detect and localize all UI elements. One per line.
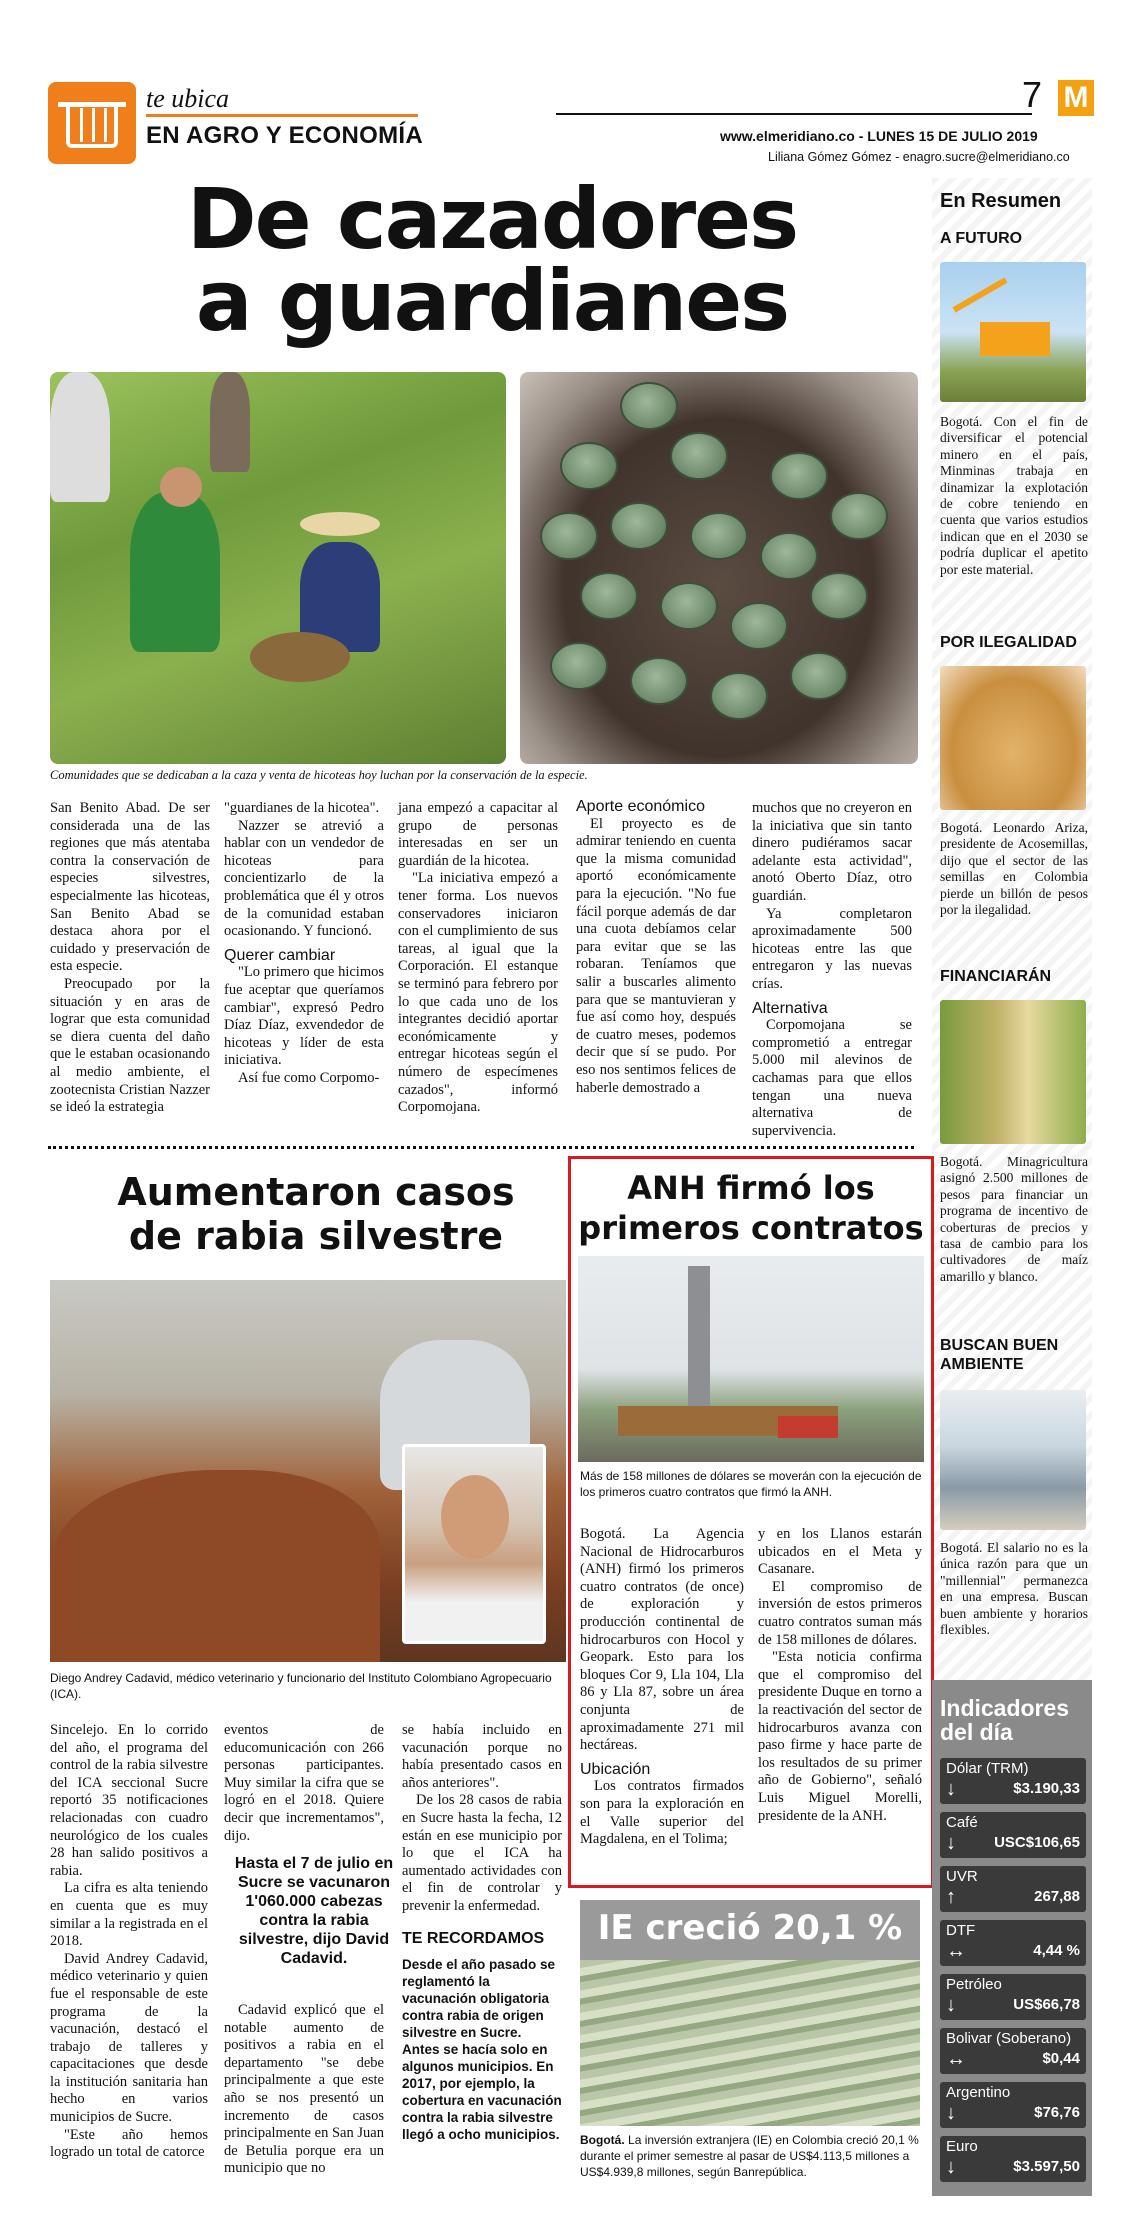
paragraph: Sincelejo. En lo corrido del año, el programa del control de la rabia silvestre del ICA seccional Sucre reportó 35 notificaciones relacionadas con cuadro neurológico de los cuales 28 han salido positivos a rabia. [50, 1722, 208, 1879]
rig-tower [688, 1266, 710, 1416]
basket-slat [104, 108, 107, 142]
person-back [210, 372, 250, 472]
photo-dollar-bills [580, 1960, 920, 2126]
sidebar-heading: FINANCIARÁN [940, 968, 1052, 985]
sidebar-heading: BUSCAN BUEN AMBIENTE [940, 1337, 1059, 1373]
arrow-down-icon: ↓ [946, 1832, 956, 1854]
ie-text-lead: Bogotá. [580, 2133, 625, 2147]
section-rule [146, 114, 418, 117]
pull-quote: Hasta el 7 de julio en Sucre se vacunaron 1'060.000 cabezas contra la rabia silvestre, dijo David Cadavid. [234, 1855, 394, 1967]
section-name: EN AGRO Y ECONOMÍA [146, 122, 423, 149]
article-column [752, 800, 912, 1140]
recordamos-text: Desde el año pasado se reglamentó la vacunación obligatoria contra rabia de origen silvestre en Sucre. Antes se hacía solo en algunos municipios. En 2017, por ejemplo, la cobertura en vacunación contra la rabia silvestre llegó a ocho municipios. [402, 1957, 562, 2142]
excavator-body [980, 322, 1050, 356]
article-column [50, 800, 210, 1117]
newspaper-logo: M [1058, 80, 1094, 116]
excavator-image [940, 262, 1086, 402]
indicator-value: 267,88 [1034, 1888, 1080, 1905]
face [441, 1475, 509, 1559]
paragraph: eventos de educomunicación con 266 personas participantes. Muy similar la cifra que se logró en el 2018. Quiere decir que incrementamos", dijo. [224, 1722, 384, 1844]
sidebar-text: Bogotá. Minagricultura asignó 2.500 millones de pesos para financiar un programa de incentivo de coberturas de precios y tasa de cambio para los cultivadores de maíz amarillo y blanco. [940, 1154, 1088, 1284]
paragraph: muchos que no creyeron en la iniciativa que sin tanto dinero pudiéramos sacar adelante esta actividad", anotó Oberto Díaz, otro guardián. [752, 800, 912, 904]
ie-text [580, 2132, 920, 2180]
straw-hat [300, 512, 380, 536]
person-vest [130, 492, 220, 652]
paragraph: La cifra es alta teniendo en cuenta que es muy similar a la registrada en el 2018. [50, 1880, 208, 1950]
seeds-image [940, 666, 1086, 810]
paragraph: Los contratos firmados son para la exploración en el Valle superior del Magdalena, en el Tolima; [580, 1778, 744, 1848]
paragraph: Nazzer se atrevió a hablar con un vendedor de hicoteas para concientizarlo de la problemática que él y otros de la comunidad estaban ocasionando. Y funcionó. [224, 817, 384, 940]
sidebar-text: Bogotá. El salario no es la única razón para que un "millennial" permanezca en una empresa. Buscan buen ambiente y horarios flexibles. [940, 1540, 1088, 1638]
headline-line: De cazadores [186, 170, 798, 268]
indicator-card [940, 2082, 1086, 2128]
subheading: Querer cambiar [224, 946, 336, 964]
indicators-title-line: del día [940, 1719, 1013, 1745]
section-logo [48, 82, 136, 164]
headline-line: Aumentaron casos [117, 1170, 515, 1214]
indicator-name: UVR [946, 1868, 978, 1885]
indicator-name: Petróleo [946, 1976, 1002, 1993]
cow [50, 1470, 380, 1662]
indicator-name: Argentino [946, 2084, 1011, 2101]
article-column [50, 1722, 208, 2162]
excavator-arm [953, 277, 1008, 312]
corn-farmer-image [940, 1000, 1086, 1144]
indicator-name: Café [946, 1814, 978, 1831]
indicators-title [940, 1696, 1069, 1744]
article-column [402, 1722, 562, 1916]
headline-line: primeros contratos [578, 1209, 924, 1247]
sidebar-text: Bogotá. Leonardo Ariza, presidente de Acosemillas, dijo que el sector de las semillas en Colombia pierde un billón de pesos por la ilegalidad. [940, 820, 1088, 918]
anh-headline [576, 1168, 926, 1248]
indicator-card [940, 1920, 1086, 1966]
article-column [398, 800, 558, 1117]
portrait-inset [402, 1444, 546, 1644]
indicator-card [940, 2136, 1086, 2182]
author-line[interactable]: Liliana Gómez Gómez - enagro.sucre@elmeridiano.co [768, 150, 1070, 164]
person-head [160, 467, 202, 507]
ie-text-body: La inversión extranjera (IE) en Colombia creció 20,1 % durante el primer semestre al pasar de US$4.113,5 millones a US$4.939,8 millones, según Banrepública. [580, 2133, 919, 2179]
article-column [580, 1526, 744, 1849]
rabia-headline [56, 1170, 576, 1258]
indicator-value: USC$106,65 [994, 1834, 1080, 1851]
paragraph: El compromiso de inversión de estos primeros cuatro contratos suman más de 158 millones de dólares. [758, 1578, 922, 1648]
indicators-title-line: Indicadores [940, 1695, 1070, 1721]
headline-line: ANH firmó los [627, 1169, 875, 1207]
main-headline [72, 170, 912, 350]
paragraph: David Andrey Cadavid, médico veterinario y quien fue el responsable de este programa de la vacunación, destacó el trabajo de talleres y capacitaciones que desde la institución sanitaria han hecho en varios municipios de Sucre. [50, 1950, 208, 2126]
basket [250, 632, 350, 682]
article-column [224, 2002, 384, 2178]
paragraph: Corpomojana se comprometió a entregar 5.000 mil alevinos de cachamas para que ellos tengan una nueva alternativa de supervivencia. [752, 1017, 912, 1139]
indicator-value: US$66,78 [1013, 1996, 1080, 2013]
indicator-card [940, 1758, 1086, 1804]
indicator-name: Dólar (TRM) [946, 1760, 1029, 1777]
photo-caption: Comunidades que se dedicaban a la caza y venta de hicoteas hoy luchan por la conservación de la especie. [50, 768, 588, 782]
paragraph: Cadavid explicó que el notable aumento de positivos a rabia en el departamento "se debe principalmente a que este año se nos presentó un incremento de casos principalmente en San Juan de Betulia porque era un municipio que no [224, 2002, 384, 2177]
paragraph: "Este año hemos logrado un total de catorce [50, 2126, 208, 2161]
person-left [50, 372, 110, 502]
paragraph: Ya completaron aproximadamente 500 hicoteas entre las que entregaron y las nuevas crías. [752, 905, 912, 992]
indicator-value: $3.597,50 [1013, 2158, 1080, 2175]
paragraph: "Lo primero que hicimos fue aceptar que queríamos cambiar", expresó Pedro Díaz Díaz, exvendedor de hicoteas y líder de esta iniciativa. [224, 964, 384, 1069]
paragraph: Preocupado por la situación y en aras de lograr que esta comunidad se diera cuenta del daño que le estaban ocasionando al medio ambiente, el zootecnista Cristian Nazzer se ideó la estrategia [50, 975, 210, 1116]
paragraph: Bogotá. La Agencia Nacional de Hidrocarburos (ANH) firmó los primeros cuatro contratos (de once) de exploración y producción continental de hidrocarburos con Hocol y Geopark. Esto para los bloques Cor 9, Lla 104, Lla 86 y Lla 87, sobre un área conjunta de aproximadamente 271 mil hectáreas. [580, 1526, 744, 1754]
header-rule [556, 113, 1032, 115]
paragraph: Así fue como Corpomo- [238, 1069, 380, 1086]
headline-line: de rabia silvestre [128, 1214, 504, 1258]
subheading: Aporte económico [576, 798, 705, 815]
article-column [224, 800, 384, 1088]
sidebar-text: Bogotá. Con el fin de diversificar el potencial minero en el país, Minminas trabaja en dinamizar la explotación de cobre teniendo en cuenta que varios estudios indican que en el 2030 se podría duplicar el apetito por este material. [940, 414, 1088, 577]
section-tagline: te ubica [146, 84, 230, 113]
rig-truck [778, 1416, 838, 1438]
sidebar-title: En Resumen [940, 190, 1062, 212]
indicator-name: Euro [946, 2138, 978, 2155]
subheading: Ubicación [580, 1760, 651, 1778]
photo-caption: Diego Andrey Cadavid, médico veterinario y funcionario del Instituto Colombiano Agropecuario (ICA). [50, 1671, 552, 1701]
arrow-down-icon: ↓ [946, 1994, 956, 2016]
office-image [940, 1390, 1086, 1530]
photo-turtles [520, 372, 918, 764]
basket-slat [92, 108, 95, 142]
indicator-value: $3.190,33 [1013, 1780, 1080, 1797]
paragraph: "Esta noticia confirma que el compromiso del presidente Duque en torno a la reactivación del sector de hidrocarburos avanza con paso firme y hace parte de los resultados de su primer año de Gobierno", señaló Luis Miguel Morelli, presidente de la ANH. [758, 1649, 922, 1824]
paragraph: jana empezó a capacitar al grupo de personas interesadas en ser un guardián de la hicotea. [398, 800, 558, 869]
indicator-card [940, 1866, 1086, 1912]
indicator-value: $0,44 [1042, 2050, 1080, 2067]
indicator-card [940, 1812, 1086, 1858]
site-date[interactable]: www.elmeridiano.co - LUNES 15 DE JULIO 2019 [720, 128, 1038, 144]
arrow-down-icon: ↓ [946, 2156, 956, 2178]
headline-line: a guardianes [195, 252, 789, 350]
photo-oil-rig [578, 1256, 924, 1462]
basket-slat [80, 108, 83, 142]
photo-fishermen [50, 372, 506, 764]
paragraph: se había incluido en vacunación porque no había presentado casos en años anteriores". [402, 1722, 562, 1791]
article-column [224, 1722, 384, 1845]
page-number: 7 [1022, 74, 1043, 115]
sidebar-heading: A FUTURO [940, 230, 1023, 247]
indicator-value: $76,76 [1034, 2104, 1080, 2121]
paragraph: y en los Llanos estarán ubicados en el Meta y Casanare. [758, 1526, 922, 1578]
arrow-down-icon: ↓ [946, 2102, 956, 2124]
article-column [576, 798, 736, 1097]
ie-headline: IE creció 20,1 % [597, 1908, 903, 1948]
article-column [758, 1526, 922, 1825]
paragraph: El proyecto es de admirar teniendo en cuenta que la misma comunidad aportó económicamente para la ejecución. "No fue fácil porque además de dar una cuota debíamos celar para evitar que se las robaran. Teníamos que salir a buscarles alimento para que se mantuvieran y fue así como hoy, después de cuatro meses, podemos decir que sí se pudo. Por eso nos sentimos felices de haberle demostrado a [576, 815, 736, 1096]
indicator-name: Bolivar (Soberano) [946, 2030, 1072, 2047]
indicator-value: 4,44 % [1033, 1942, 1080, 1959]
divider [48, 1146, 914, 1149]
arrow-down-icon: ↓ [946, 1778, 956, 1800]
paragraph: De los 28 casos de rabia en Sucre hasta la fecha, 12 están en ese municipio por lo que el ICA ha aumentado actividades con el fin de controlar y prevenir la enfermedad. [402, 1792, 562, 1914]
photo-caption: Más de 158 millones de dólares se moverán con la ejecución de los primeros cuatro contratos que firmó la ANH. [580, 1469, 922, 1499]
paragraph: "La iniciativa empezó a tener forma. Los nuevos conservadores iniciaron con el cumplimiento de sus tareas, al igual que la Corporación. El estanque se terminó para febrero por lo que cada uno de los integrantes decidió aportar económicamente y entregar hicoteas según el número de especímenes cazados", informó Corpomojana. [398, 870, 558, 1116]
paragraph: "guardianes de la hicotea". [224, 800, 380, 816]
paragraph: San Benito Abad. De ser considerada una de las regiones que más atentaba contra la conservación de especies silvestres, especialmente las hicoteas, San Benito Abad se destaca ahora por el cuidado y preservación de esta especie. [50, 800, 210, 975]
indicator-card [940, 2028, 1086, 2074]
indicator-card [940, 1974, 1086, 2020]
indicator-name: DTF [946, 1922, 976, 1939]
arrow-horizontal-icon: ↔ [946, 2048, 966, 2070]
sidebar-heading: POR ILEGALIDAD [940, 634, 1077, 651]
arrow-horizontal-icon: ↔ [946, 1940, 966, 1962]
arrow-up-icon: ↑ [946, 1886, 956, 1908]
recordamos-title: TE RECORDAMOS [402, 1930, 545, 1947]
subheading: Alternativa [752, 999, 828, 1017]
